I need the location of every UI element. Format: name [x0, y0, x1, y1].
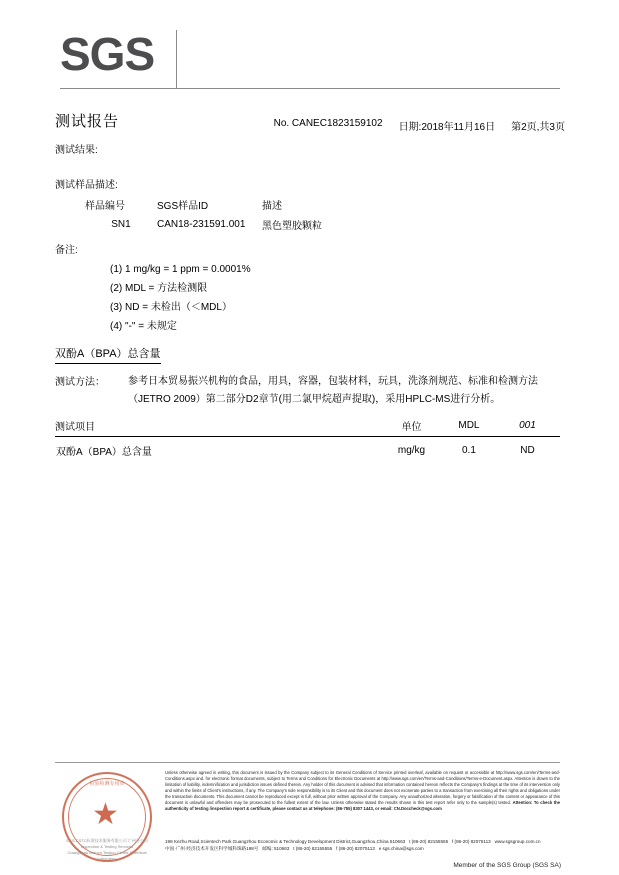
sample-table-header-cell: SGS样品ID [157, 201, 209, 212]
address-row-en [165, 838, 565, 845]
sgs-logo-text: SGS [60, 28, 155, 80]
result-header-item: 测试项目 [55, 418, 380, 437]
legal-attention-text: Attention: To check the authenticity of testing /inspection report & certificate, please contact us at telephone: (86-755) 8307 1443, or email: CN.Doccheck@sgs.com [165, 800, 561, 811]
address-cn: 中国·广州·经济技术开发区科学城科珠路198号 [165, 846, 259, 851]
sample-table-header-cell: 描述 [262, 201, 282, 212]
result-header-sample-no: 001 [495, 418, 560, 437]
address-row-cn [165, 845, 565, 852]
section-heading-bpa: 双酚A（BPA）总含量 [55, 345, 161, 364]
seal-caption-line: SGS-CSTC标准技术服务有限公司 广州分公司 [66, 838, 148, 843]
list-item: (3) ND = 未检出（＜MDL） [110, 302, 232, 313]
address-cn-fax: f (86-20) 82075113 [336, 846, 375, 851]
result-header-mdl: MDL [443, 418, 495, 437]
address-en-fax: f (86-20) 82075113 [451, 839, 491, 844]
legal-disclaimer [165, 770, 560, 812]
seal-arc-text: 检验检测专用章 [89, 781, 125, 787]
footer-divider [55, 762, 560, 763]
list-item: (1) 1 mg/kg = 1 ppm = 0.0001% [110, 264, 251, 275]
address-cn-zip: 邮编: 510663 [262, 846, 290, 851]
address-en-web: www.sgsgroup.com.cn [494, 839, 541, 844]
sample-table-cell: SN1 [111, 219, 131, 230]
result-cell-value: ND [520, 445, 535, 456]
result-table [55, 418, 560, 459]
result-table-header-row [55, 418, 560, 437]
address-cn-mail: e sgs.china@sgs.com [378, 846, 424, 851]
result-cell-mdl: 0.1 [461, 445, 476, 456]
logo-divider-tick [176, 30, 177, 88]
result-cell-item: 双酚A（BPA）总含量 [56, 447, 152, 458]
address-cn-tel: t (86-20) 82155555 [293, 846, 333, 851]
report-number: No. CANEC1823159102 [273, 118, 383, 129]
document-meta [274, 118, 565, 133]
sample-table-header-cell: 样品编号 [85, 201, 125, 212]
table-row [55, 437, 560, 460]
seal-caption-line: Guangzhou Branch Testing Center Chemical Laboratory [67, 850, 147, 861]
company-seal-stamp [62, 772, 154, 864]
remarks-label: 备注: [55, 245, 78, 256]
result-header-unit: 单位 [380, 418, 443, 437]
sample-table [85, 197, 402, 232]
table-row [85, 217, 402, 232]
list-item: (4) "-" = 未规定 [110, 321, 177, 332]
result-cell-unit: mg/kg [397, 445, 426, 456]
star-icon: ★ [92, 798, 119, 831]
address-en-tel: t (86-20) 82155555 [409, 839, 449, 844]
sample-description-label: 测试样品描述: [55, 180, 118, 191]
header-divider [60, 88, 560, 89]
test-results-label: 测试结果: [55, 145, 98, 156]
sample-table-cell: CAN18-231591.001 [157, 219, 246, 230]
sample-table-header-row [85, 197, 402, 217]
remarks-list [110, 260, 251, 336]
sgs-logo [60, 30, 180, 86]
report-date: 日期:2018年11月16日 [398, 122, 496, 133]
test-method-label: 测试方法： [55, 377, 105, 388]
title-row [55, 110, 565, 133]
list-item: (2) MDL = 方法检测限 [110, 283, 208, 294]
sample-table-cell: 黑色塑胶颗粒 [262, 221, 322, 232]
footer-address-block [165, 838, 565, 852]
seal-caption-line: Inspection & Testing Services [80, 844, 134, 849]
address-en: 198 Kezhu Road,Scientech Park Guangzhou Economic & Technology Development District,Guangzhou,China 510663 [165, 839, 406, 844]
test-method-text: 参考日本贸易振兴机构的食品，用具，容器，包装材料，玩具，洗涤剂规范、标准和检测方法（JETRO 2009）第二部分D2章节(用二氯甲烷超声提取)，采用HPLC-MS进行分析。 [128, 376, 538, 405]
sgs-group-member-note: Member of the SGS Group (SGS SA) [453, 862, 561, 869]
legal-text: Unless otherwise agreed in writing, this document is issued by the Company subject to its General Conditions of Service printed overleaf, available on request or accessible at http://www.sgs.com/en/Terms-and-Conditions.aspx and, for electronic format documents, subject to Terms and Conditions for Electronic Documents at http://www.sgs.com/en/Terms-and-Conditions/Terms-e-Document.aspx. Attention is drawn to the limitation of liability, indemnification and jurisdiction issues defined therein. Any holder of this document is advised that information contained hereon reflects the Company's findings at the time of its intervention only and within the limits of Client's instructions, if any. The Company's sole responsibility is to its Client and this document does not exonerate parties to a transaction from exercising all their rights and obligations under the transaction documents. This document cannot be reproduced except in full, without prior written approval of the Company. Any unauthorized alteration, forgery or falsification of the content or appearance of this document is unlawful and offenders may be prosecuted to the fullest extent of the law. Unless otherwise stated the results shown in this test report refer only to the sample(s) tested. [165, 770, 560, 805]
page-title: 测试报告 [55, 113, 120, 130]
page-number: 第2页,共3页 [511, 122, 565, 133]
